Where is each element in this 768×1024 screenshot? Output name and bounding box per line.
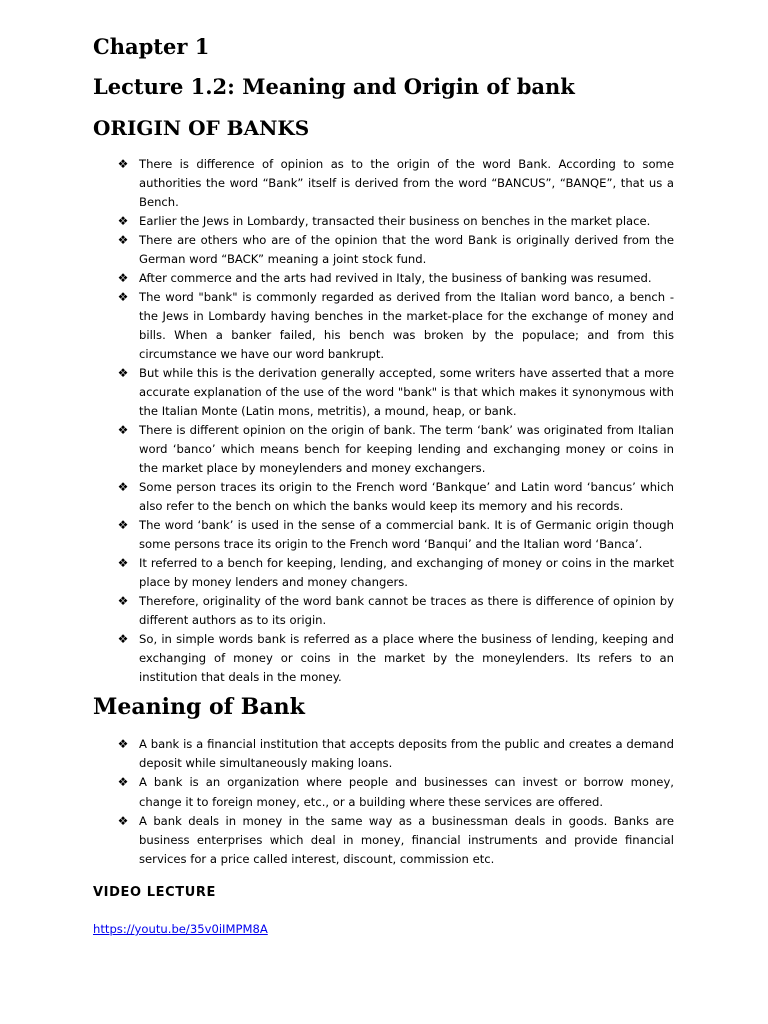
- video-lecture-link[interactable]: https://youtu.be/35v0iIMPM8A: [93, 922, 268, 936]
- chapter-title: Chapter 1: [93, 34, 210, 59]
- diamond-bullet-icon: ❖: [117, 157, 129, 171]
- list-item-text: It referred to a bench for keeping, lending, and exchanging of money or coins in the market place by money lenders and money changers.: [139, 556, 674, 589]
- diamond-bullet-icon: ❖: [117, 480, 129, 494]
- lecture-title: Lecture 1.2: Meaning and Origin of bank: [93, 74, 575, 99]
- diamond-bullet-icon: ❖: [117, 423, 129, 437]
- list-item: [0, 478, 768, 516]
- list-item-text: After commerce and the arts had revived in Italy, the business of banking was resumed.: [139, 271, 652, 285]
- list-item-text: The word "bank" is commonly regarded as derived from the Italian word banco, a bench - the Jews in Lombardy having benches in the market-place for the exchange of money and bills. When a banker failed, his bench was broken by the populace; and from this circumstance we have our word bankrupt.: [139, 290, 674, 361]
- list-item-text: A bank is an organization where people and businesses can invest or borrow money, change it to foreign money, etc., or a building where these services are offered.: [139, 775, 674, 809]
- list-item-text: Therefore, originality of the word bank cannot be traces as there is difference of opinion by different authors as to its origin.: [139, 594, 674, 627]
- list-item: [0, 269, 768, 288]
- diamond-bullet-icon: ❖: [117, 214, 129, 228]
- list-item: [0, 421, 768, 478]
- diamond-bullet-icon: ❖: [117, 518, 129, 532]
- list-item: [0, 364, 768, 421]
- list-item: [0, 812, 768, 870]
- list-item-text: There are others who are of the opinion that the word Bank is originally derived from the German word “BACK” meaning a joint stock fund.: [139, 233, 674, 266]
- list-item-text: Some person traces its origin to the French word ‘Bankque’ and Latin word ‘bancus’ which also refer to the bench on which the banks would keep its memory and his records.: [139, 480, 674, 513]
- diamond-bullet-icon: ❖: [117, 233, 129, 247]
- list-item: [0, 773, 768, 811]
- diamond-bullet-icon: ❖: [117, 632, 129, 646]
- diamond-bullet-icon: ❖: [117, 737, 129, 751]
- video-lecture-heading: VIDEO LECTURE: [93, 885, 216, 900]
- origin-bullet-list: [0, 155, 768, 687]
- list-item-text: Earlier the Jews in Lombardy, transacted their business on benches in the market place.: [139, 214, 651, 228]
- list-item: [0, 735, 768, 773]
- list-item: [0, 155, 768, 212]
- list-item-text: But while this is the derivation generally accepted, some writers have asserted that a more accurate explanation of the use of the word "bank" is that which makes it synonymous with the Italian Monte (Latin mons, metritis), a mound, heap, or bank.: [139, 366, 674, 418]
- list-item-text: So, in simple words bank is referred as a place where the business of lending, keeping and exchanging of money or coins in the market by the moneylenders. Its refers to an institution that deals in the money.: [139, 632, 674, 684]
- diamond-bullet-icon: ❖: [117, 271, 129, 285]
- list-item-text: There is difference of opinion as to the origin of the word Bank. According to some authorities the word “Bank” itself is derived from the word “BANCUS”, “BANQE”, that us a Bench.: [139, 157, 674, 209]
- list-item: [0, 630, 768, 687]
- list-item-text: A bank is a financial institution that accepts deposits from the public and creates a demand deposit while simultaneously making loans.: [139, 737, 674, 771]
- list-item: [0, 592, 768, 630]
- meaning-bullet-list: [0, 735, 768, 869]
- origin-heading: ORIGIN OF BANKS: [93, 116, 310, 140]
- diamond-bullet-icon: ❖: [117, 366, 129, 380]
- meaning-heading: Meaning of Bank: [93, 694, 305, 720]
- diamond-bullet-icon: ❖: [117, 813, 129, 828]
- list-item: [0, 288, 768, 364]
- list-item-text: The word ‘bank’ is used in the sense of a commercial bank. It is of Germanic origin though some persons trace its origin to the French word ‘Banqui’ and the Italian word ‘Banca’.: [139, 518, 674, 551]
- list-item: [0, 212, 768, 231]
- list-item-text: A bank deals in money in the same way as a businessman deals in goods. Banks are business enterprises which deal in money, financial instruments and provide financial services for a price called interest, discount, commission etc.: [139, 813, 674, 867]
- diamond-bullet-icon: ❖: [117, 594, 129, 608]
- diamond-bullet-icon: ❖: [117, 290, 129, 304]
- list-item: [0, 231, 768, 269]
- list-item: [0, 554, 768, 592]
- list-item-text: There is different opinion on the origin of bank. The term ‘bank’ was originated from Italian word ‘banco’ which means bench for keeping lending and exchanging money or coins in the market place by moneylenders and money exchangers.: [139, 423, 674, 475]
- list-item: [0, 516, 768, 554]
- diamond-bullet-icon: ❖: [117, 556, 129, 570]
- diamond-bullet-icon: ❖: [117, 775, 129, 790]
